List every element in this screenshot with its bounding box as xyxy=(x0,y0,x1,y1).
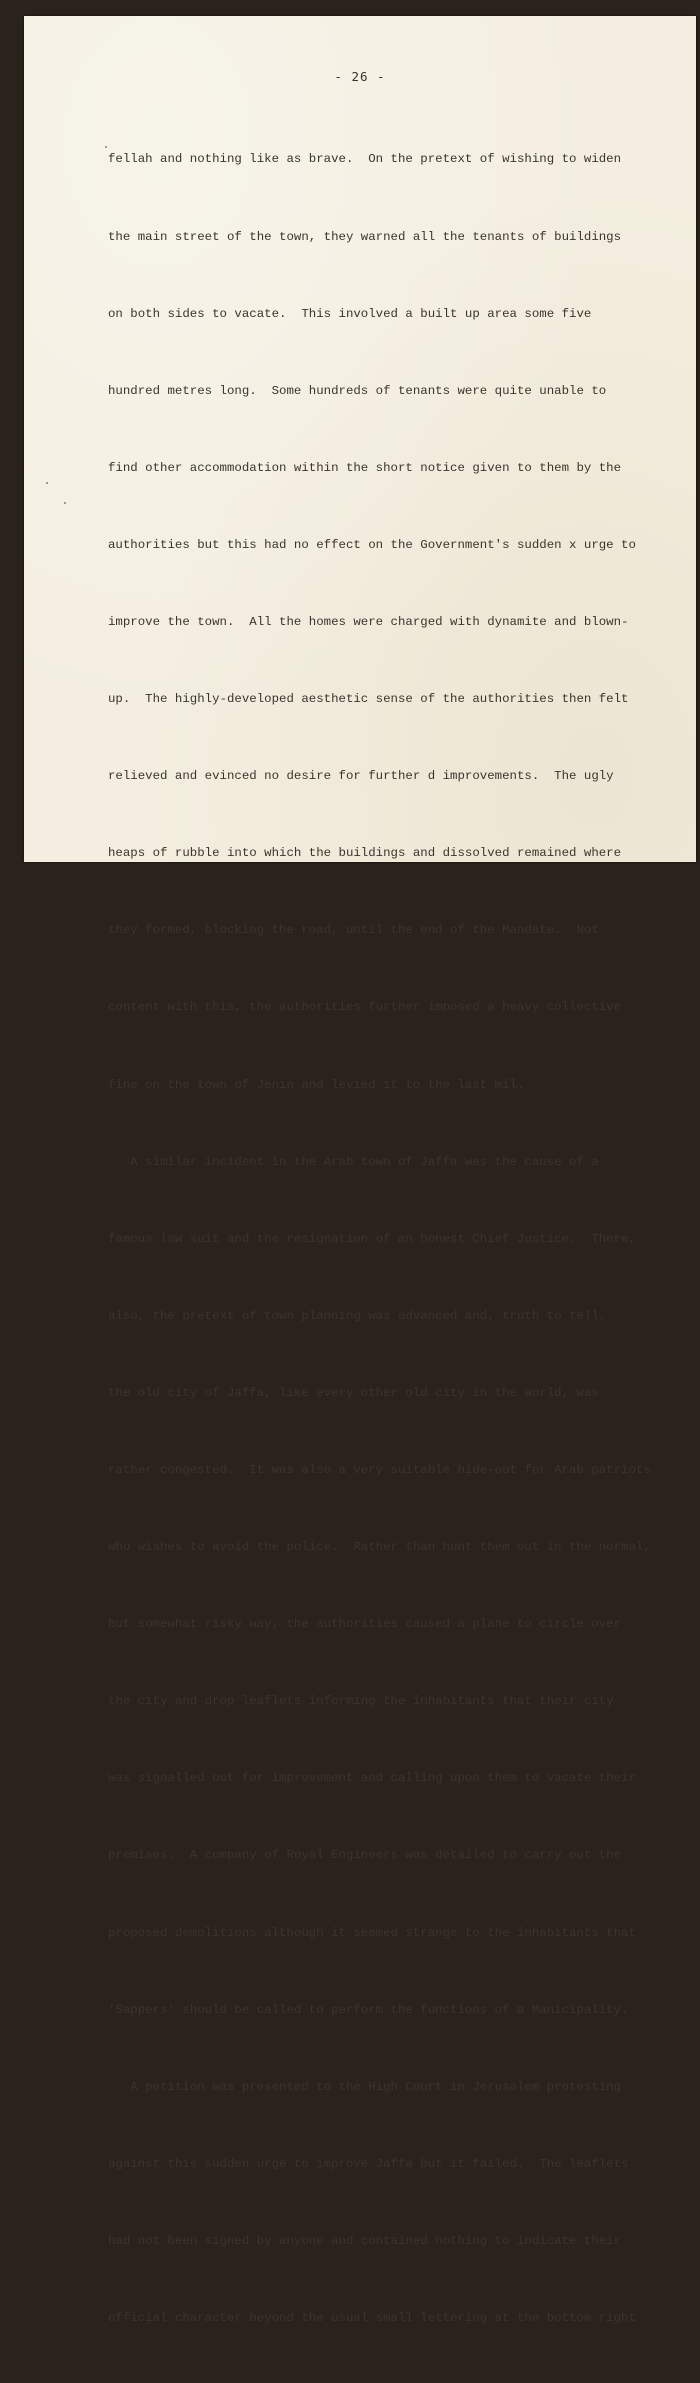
text-line: official character beyond the usual small lettering at the bottom right xyxy=(108,2311,636,2326)
text-line: relieved and evinced no desire for further d improvements. The ugly xyxy=(108,769,614,784)
text-line: hundred metres long. Some hundreds of tenants were quite unable to xyxy=(108,383,607,398)
text-line: heaps of rubble into which the buildings and dissolved remained where xyxy=(108,846,622,861)
text-line: the city and drop leaflets informing the inhabitants that their city xyxy=(108,1694,614,1709)
text-line: proposed demolitions although it seemed strange to the inhabitants that xyxy=(108,1925,636,1940)
page-number: - 26 - xyxy=(334,69,386,84)
text-line: also, the pretext of town planning was advanced and, truth to tell, xyxy=(108,1308,607,1323)
text-line: they formed, blocking the road, until the end of the Mandate. Not xyxy=(108,923,599,938)
text-line: against this sudden urge to improve Jaffa but it failed. The leaflets xyxy=(108,2156,629,2171)
text-line: had not been signed by anyone and contained nothing to indicate their xyxy=(108,2233,622,2248)
text-line: 'Sappers' should be called to perform the functions of a Manicipality. xyxy=(108,2002,629,2017)
text-line: up. The highly-developed aesthetic sense of the authorities then felt xyxy=(108,692,629,707)
text-line: who wishes to avoid the police. Rather than hunt them out in the normal, xyxy=(108,1540,651,1555)
text-line: but somewhat risky way, the authorities caused a plane to circle over xyxy=(108,1617,622,1632)
paper-speck xyxy=(105,146,107,148)
typewritten-page xyxy=(24,16,696,2326)
text-line: premises. A company of Royal Engineers was detailed to carry out the xyxy=(108,1848,622,1863)
text-line: improve the town. All the homes were charged with dynamite and blown- xyxy=(108,614,629,629)
text-line: find other accommodation within the short notice given to them by the xyxy=(108,460,622,475)
text-line: rather congested. It was also a very suitable hide-out for Arab patriots xyxy=(108,1463,651,1477)
text-line: content with this, the authorities further imposed a heavy collective xyxy=(108,1000,622,1015)
text-line: A similar incident in the Arab town of Jaffa was the cause of a xyxy=(108,1154,599,1169)
text-line: the old city of Jaffa, like every other old city in the world, was xyxy=(108,1385,599,1400)
body-text xyxy=(108,96,688,2383)
text-line: fellah and nothing like as brave. On the pretext of wishing to widen xyxy=(108,152,622,167)
text-line: was signalled out for improvement and calling upon them to vacate their xyxy=(108,1771,636,1786)
text-line: famous law suit and the resignation of an honest Chief Justice. There, xyxy=(108,1231,636,1246)
text-line: fine on the town of Jenin and levied it to the last mil. xyxy=(108,1077,525,1092)
text-line: authorities but this had no effect on the Government's sudden x urge to xyxy=(108,537,636,552)
paper-speck xyxy=(64,502,66,504)
paper-speck xyxy=(46,482,48,484)
text-line: A petition was presented to the High Court in Jerusalem protesting xyxy=(108,2079,622,2094)
text-line: on both sides to vacate. This involved a built up area some five xyxy=(108,306,592,321)
text-line: the main street of the town, they warned all the tenants of buildings xyxy=(108,229,622,244)
